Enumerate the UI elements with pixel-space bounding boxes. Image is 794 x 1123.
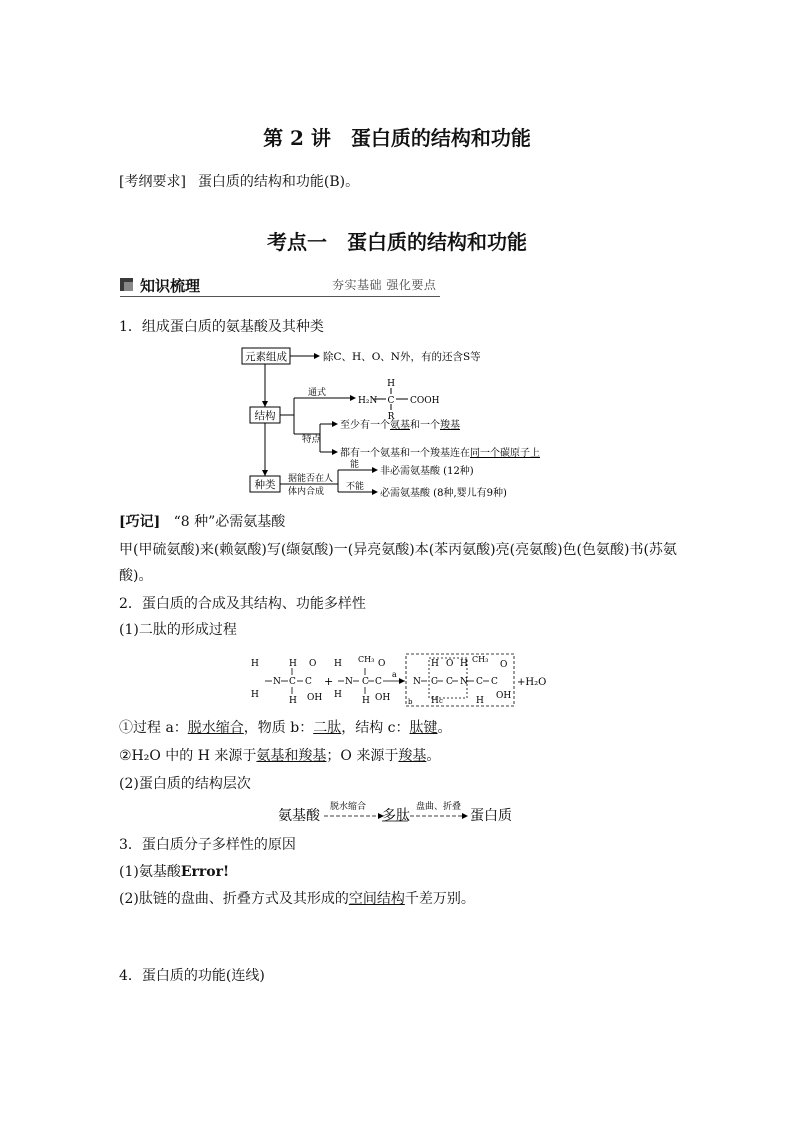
formula-h-top: H — [387, 379, 395, 389]
feature-1: 至少有一个氨基和一个羧基 — [340, 420, 460, 431]
general-formula-label: 通式 — [308, 388, 327, 398]
heading-4: 4．蛋白质的功能(连线) — [119, 968, 265, 984]
mnemonic-title — [119, 509, 285, 535]
essential-text: 必需氨基酸 (8种,婴儿有9种) — [380, 488, 507, 499]
answer-peptide-bond: 肽键 — [409, 720, 438, 736]
structure-box-label: 结构 — [254, 410, 276, 422]
p-oh: OH — [496, 691, 512, 701]
r2-oh: OH — [375, 693, 391, 703]
requirement-text: 蛋白质的结构和功能(B)。 — [197, 174, 360, 190]
label-c: c — [439, 697, 443, 705]
section-title: 考点一 蛋白质的结构和功能 — [267, 230, 527, 254]
feature-2: 都有一个氨基和一个羧基连在同一个碳原子上 — [340, 448, 540, 459]
p-ch3: CH₃ — [472, 655, 489, 664]
p-h4: H — [476, 696, 484, 706]
r2-o: O — [378, 659, 386, 669]
answer-carboxyl: 羧基 — [398, 748, 427, 764]
p-c2: C — [446, 677, 453, 687]
p-h3: H — [460, 659, 468, 669]
requirement-tag: [考纲要求] — [119, 174, 186, 190]
formula-cooh: COOH — [410, 396, 440, 406]
subheading-3-1: (1)氨基酸Error! — [119, 864, 230, 880]
r1-h-4: H — [289, 696, 297, 706]
formula-c: C — [387, 396, 395, 406]
answer-amino-carboxyl: 氨基和羧基 — [256, 748, 327, 764]
knowledge-banner — [120, 275, 440, 297]
r1-oh: OH — [307, 693, 323, 703]
r2-h-3: H — [362, 696, 370, 706]
p-h2: H — [431, 696, 439, 706]
r1-h-1: H — [251, 659, 259, 669]
mnemonic-text: “8 种”必需氨基酸 — [173, 514, 286, 530]
plus-sign: + — [324, 675, 334, 688]
level-protein: 蛋白质 — [470, 808, 512, 824]
subheading-2-1: (1)二肽的形成过程 — [119, 622, 237, 638]
subheading-3-2: (2)肽链的盘曲、折叠方式及其形成的空间结构千差万别。 — [119, 891, 475, 907]
formula-r: R — [387, 412, 395, 422]
r2-n: N — [345, 677, 353, 687]
r1-c: C — [289, 677, 296, 687]
mnemonic-line-1: 甲(甲硫氨酸)来(赖氨酸)写(缬氨酸)一(异亮氨酸)本(苯丙氨酸)亮(亮氨酸)色(色氨酸)书(苏氨 — [119, 542, 677, 558]
heading-2: 2．蛋白质的合成及其结构、功能多样性 — [119, 596, 366, 612]
r2-c: C — [362, 677, 369, 687]
mnemonic-tag: [巧记] — [119, 514, 161, 530]
answer-spatial-structure: 空间结构 — [348, 891, 405, 907]
p-n1: N — [413, 677, 421, 687]
subheading-2-2: (2)蛋白质的结构层次 — [119, 776, 251, 792]
banner-square-shade-icon — [124, 282, 133, 291]
synthesis-label-2: 体内合成 — [288, 487, 325, 497]
cannot-label: 不能 — [346, 482, 365, 492]
p-c1: C — [431, 677, 438, 687]
r2-c2: C — [375, 677, 382, 687]
p-o2: O — [500, 660, 508, 670]
banner-subtitle: 夯实基础 强化要点 — [332, 278, 437, 292]
level-amino-acid: 氨基酸 — [278, 808, 320, 824]
error-marker: Error! — [180, 864, 230, 880]
heading-1: 1．组成蛋白质的氨基酸及其种类 — [119, 319, 324, 335]
exam-requirement — [119, 171, 359, 191]
dipeptide-reaction — [245, 650, 555, 710]
p-c4: C — [491, 677, 498, 687]
feature-label: 特点 — [302, 434, 322, 445]
banner-rule — [120, 296, 440, 297]
page-title: 第 2 讲 蛋白质的结构和功能 — [263, 126, 531, 150]
type-box-label: 种类 — [254, 479, 276, 491]
synthesis-label-1: 据能否在人 — [288, 474, 334, 484]
r1-h-3: H — [289, 659, 297, 669]
banner-label: 知识梳理 — [140, 277, 201, 295]
can-label: 能 — [350, 460, 360, 470]
mnemonic-line-2: 酸)。 — [119, 568, 153, 584]
r2-h-2: H — [334, 690, 342, 700]
formula-h2n: H₂N — [358, 396, 378, 406]
p-h1: H — [431, 659, 439, 669]
r1-n: N — [273, 677, 281, 687]
water-product: +H₂O — [517, 677, 547, 688]
arrow-label-a: a — [392, 670, 397, 679]
element-text: 除C、H、O、N外，有的还含S等 — [323, 351, 481, 363]
structure-hierarchy — [278, 796, 528, 826]
element-box-label: 元素组成 — [245, 351, 287, 363]
answer-dipeptide: 二肽 — [313, 720, 342, 736]
r1-c2: C — [305, 677, 312, 687]
level-polypeptide: 多肽 — [382, 808, 410, 824]
r1-h-2: H — [251, 690, 259, 700]
r2-ch3: CH₃ — [358, 655, 375, 664]
p-n2: N — [460, 677, 468, 687]
answer-line-a: ①过程 a：脱水缩合，物质 b：二肽，结构 c：肽键。 — [119, 720, 452, 736]
arrow-folding: 盘曲、折叠 — [416, 802, 462, 812]
nonessential-text: 非必需氨基酸 (12种) — [380, 466, 474, 477]
arrow-dehydration: 脱水缩合 — [330, 802, 367, 812]
amino-acid-concept-map — [240, 344, 560, 500]
heading-3: 3．蛋白质分子多样性的原因 — [119, 837, 296, 853]
answer-dehydration: 脱水缩合 — [187, 720, 244, 736]
answer-line-b: ②H₂O 中的 H 来源于氨基和羧基；O 来源于羧基。 — [119, 748, 441, 764]
p-c3: C — [476, 677, 483, 687]
r2-h-1: H — [334, 659, 342, 669]
label-b: b — [408, 698, 413, 706]
p-o1: O — [446, 659, 454, 669]
r1-o: O — [309, 659, 317, 669]
